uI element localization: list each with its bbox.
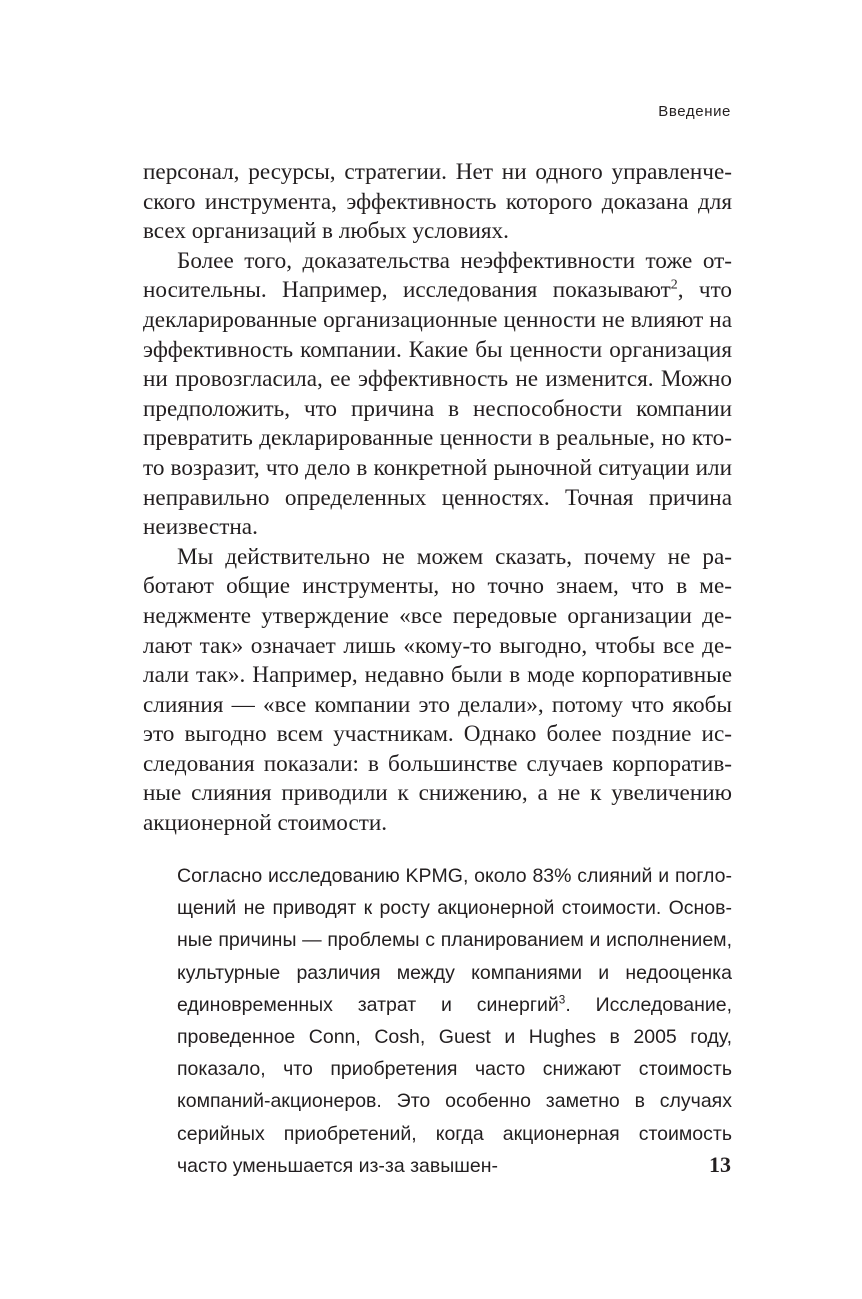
- footnote-ref-3[interactable]: 3: [558, 993, 566, 1007]
- note-paragraph: [177, 860, 732, 1182]
- page-number: 13: [709, 1152, 731, 1177]
- paragraph-3: Мы действительно не можем сказать, почему не работают общие инструменты, но точно знаем, что в менеджменте утверждение «все передовые организации делают так» означает лишь «кому-то выгодно, чтобы все делали так». Например, недавно были в моде корпоративные слияния — «все компании это делали», потому что якобы это выгодно всем участникам. Однако более поздние исследования показали: в большинстве случаев корпоративные слияния приводили к снижению, а не к увеличению акционерной стоимости.: [143, 543, 732, 837]
- note-block: [177, 860, 732, 1182]
- paragraph-1: персонал, ресурсы, стратегии. Нет ни одного управленческого инструмента, эффективность которого доказана для всех организаций в любых условиях.: [143, 159, 732, 245]
- running-head: Введение: [658, 103, 731, 120]
- note-text-a: Согласно исследованию KPMG, около 83% слияний и поглощений не приводят к росту акционерной стоимости. Основные причины — проблемы с планированием и исполнением, культурные различия между компаниями и недооценка единовременных затрат и синергий: [177, 865, 732, 1016]
- main-text: [143, 158, 732, 839]
- paragraph-2: [143, 247, 732, 543]
- footnote-ref-2[interactable]: 2: [670, 277, 678, 293]
- note-text-b: . Исследование, проведенное Conn, Cosh, Guest и Hughes в 2005 году, показало, что приобретения часто снижают стоимость компаний-акционеров. Это особенно заметно в случаях серийных приобретений, когда акционерная стоимость часто уменьшается из-за завышен-: [177, 993, 733, 1177]
- paragraph-2-text-b: , что декларированные организационные ценности не влияют на эффективность компании. Какие бы ценности организация ни провозгласила, ее эффективность не изменится. Можно предположить, что причина в неспособности компании превратить декларированные ценности в реальные, но кто-то возразит, что дело в конкретной рыночной ситуации или неправильно определенных ценностях. Точная причина неизвестна.: [143, 277, 732, 541]
- paragraph-2-text-a: Более того, доказательства неэффективности тоже относительны. Например, исследования показывают: [143, 247, 732, 304]
